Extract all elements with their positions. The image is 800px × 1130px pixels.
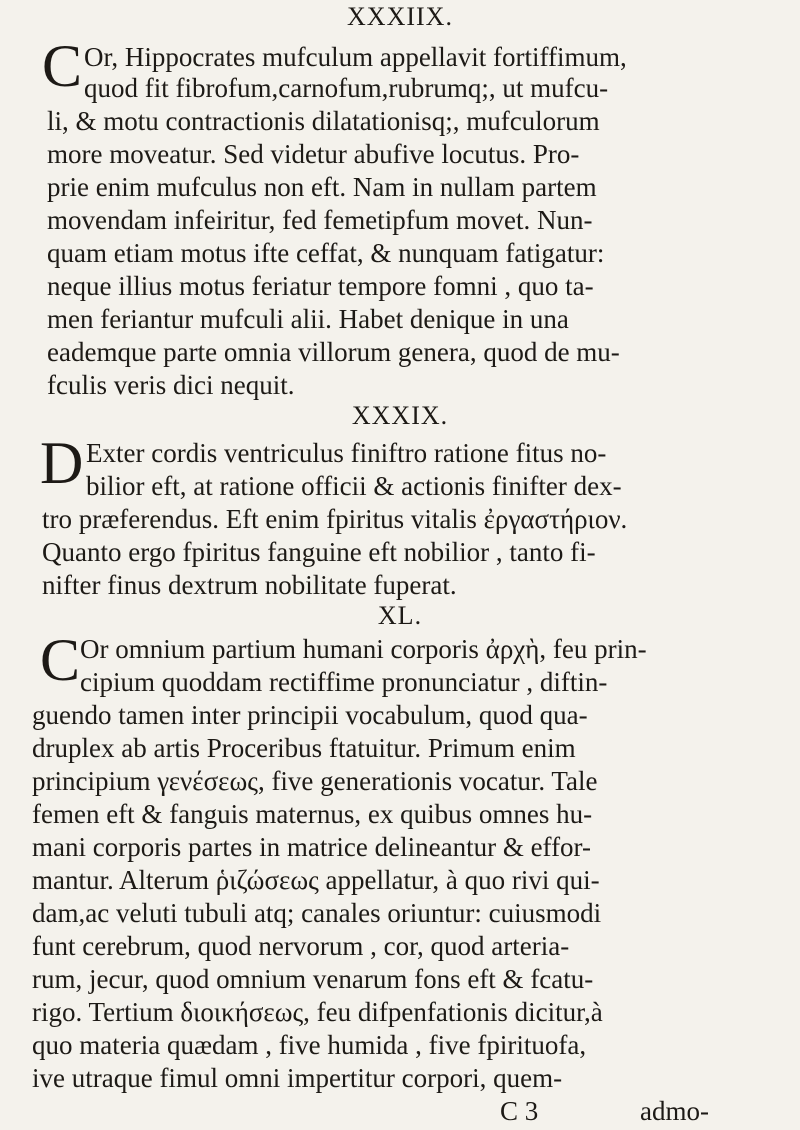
text-line: mani corporis partes in matrice delineantur & effor- <box>32 832 591 862</box>
text-line: quo materia quædam , five humida , five fpirituofa, <box>32 1030 587 1060</box>
drop-cap: C <box>40 627 81 693</box>
text-line: Or omnium partium humani corporis ἀρχὴ, feu prin- <box>80 634 647 664</box>
drop-cap: C <box>42 33 83 99</box>
text-line: movendam infeiritur, fed femetipfum movet. Nun- <box>47 205 593 235</box>
text-line: tro præferendus. Eft enim fpiritus vitalis ἐργαστήριον. <box>42 504 628 534</box>
text-line: rum, jecur, quod omnium venarum fons eft & fcatu- <box>32 964 594 994</box>
text-line: druplex ab artis Proceribus ftatuitur. Primum enim <box>32 733 576 763</box>
text-line: quam etiam motus ifte ceffat, & nunquam fatigatur: <box>47 238 605 268</box>
section-heading: XXXIIX. <box>347 2 453 31</box>
text-line: eademque parte omnia villorum genera, quod de mu- <box>47 337 620 367</box>
drop-cap: D <box>40 430 84 496</box>
text-line: Exter cordis ventriculus finiftro ratione fitus no- <box>86 438 607 468</box>
text-line: mantur. Alterum ῥιζώσεως appellatur, à quo rivi qui- <box>32 865 600 895</box>
text-line: neque illius motus feriatur tempore fomni , quo ta- <box>47 271 594 301</box>
text-line: funt cerebrum, quod nervorum , cor, quod arteria- <box>32 931 570 961</box>
text-line: li, & motu contractionis dilatationisq;, mufculorum <box>47 106 600 136</box>
text-line: ive utraque fimul omni impertitur corpori, quem- <box>32 1063 563 1093</box>
text-line: principium γενέσεως, five generationis vocatur. Tale <box>32 766 598 796</box>
text-line: more moveatur. Sed videtur abufive locutus. Pro- <box>47 139 580 169</box>
text-line: fculis veris dici nequit. <box>47 370 295 400</box>
catchword: admo- <box>640 1096 709 1126</box>
section-heading: XL. <box>377 601 423 630</box>
section-heading: XXXIX. <box>351 401 449 430</box>
text-line: men feriantur mufculi alii. Habet denique in una <box>47 304 569 334</box>
text-line: cipium quoddam rectiffime pronunciatur , diftin- <box>80 667 608 697</box>
text-line: guendo tamen inter principii vocabulum, quod qua- <box>32 700 588 730</box>
text-line: femen eft & fanguis maternus, ex quibus omnes hu- <box>32 799 593 829</box>
text-line: prie enim mufculus non eft. Nam in nullam partem <box>47 172 597 202</box>
text-line: bilior eft, at ratione officii & actionis finifter dex- <box>86 471 622 501</box>
text-line: rigo. Tertium διοικήσεως, feu difpenfationis dicitur,à <box>32 997 603 1027</box>
text-line: Quanto ergo fpiritus fanguine eft nobilior , tanto fi- <box>42 537 596 567</box>
text-line: dam,ac veluti tubuli atq; canales oriuntur: cuiusmodi <box>32 898 602 928</box>
text-line: nifter finus dextrum nobilitate fuperat. <box>42 570 457 600</box>
signature-mark: C 3 <box>500 1096 539 1126</box>
text-line: quod fit fibrofum,carnofum,rubrumq;, ut mufcu- <box>84 73 609 103</box>
text-line: Or, Hippocrates mufculum appellavit fortiffimum, <box>84 42 627 72</box>
